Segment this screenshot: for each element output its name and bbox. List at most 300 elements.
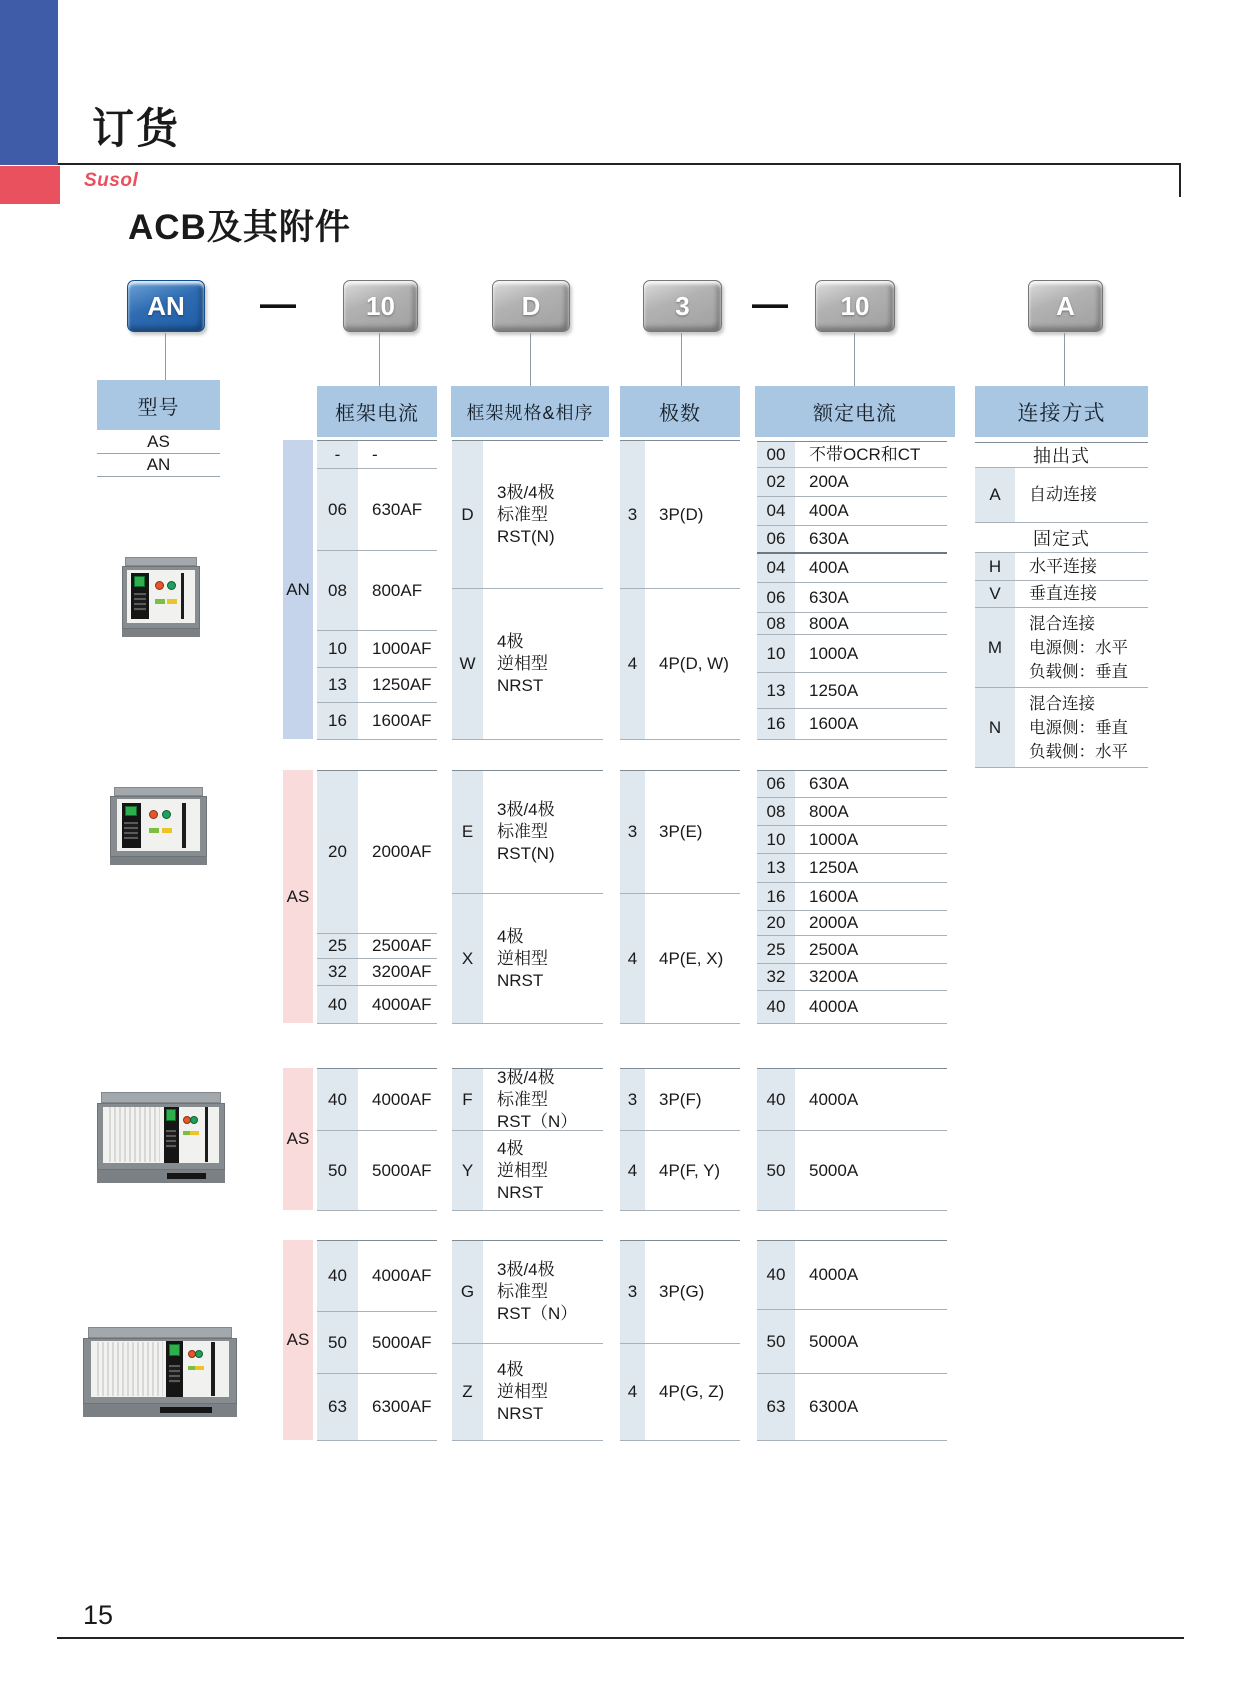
cell-value	[488, 441, 603, 588]
cell-code: 06	[757, 771, 795, 797]
cell-value	[800, 526, 947, 552]
cell-code: 06	[757, 526, 795, 552]
connector-line	[165, 333, 166, 380]
frame-current-table-row	[317, 703, 437, 740]
cell-value-line: 4极	[497, 926, 524, 946]
frame-current-table-row	[317, 986, 437, 1024]
rated-current-table-row	[757, 1241, 947, 1310]
cell-value	[800, 936, 947, 963]
rated-current-table-row	[757, 442, 947, 468]
cell-value	[488, 894, 603, 1023]
cell-value	[363, 1131, 437, 1210]
cell-code: 50	[757, 1310, 795, 1373]
rated-current-table	[757, 1068, 947, 1211]
model-strip-as: AS	[283, 770, 313, 1023]
code-badge-rated-label: 10	[840, 290, 870, 321]
cell-value-line: 3P(D)	[659, 504, 704, 524]
cell-code: 20	[757, 911, 795, 935]
frame-current-table-row	[317, 1241, 437, 1312]
code-badge-spec-label: D	[521, 290, 541, 321]
cell-value-line: 3P(G)	[659, 1282, 705, 1301]
cell-code: 08	[317, 551, 358, 630]
cell-code: D	[452, 441, 483, 588]
cell-value-line: 标准型	[497, 1282, 548, 1301]
cell-value-line: 4000A	[809, 1089, 859, 1109]
rated-current-table-row	[757, 798, 947, 826]
cell-code: W	[452, 589, 483, 739]
connection-row	[975, 553, 1148, 581]
connection-group-title: 固定式	[975, 523, 1148, 553]
model-option-as: AS	[97, 430, 220, 454]
rated-current-table-row	[757, 1131, 947, 1211]
cell-value	[650, 441, 740, 588]
cell-value	[650, 589, 740, 739]
cell-value-line: 5000A	[809, 1331, 859, 1351]
cell-code: 40	[757, 991, 795, 1023]
frame-spec-table-row	[452, 771, 603, 894]
cell-value	[1020, 608, 1148, 687]
cell-value-line: 逆相型	[497, 654, 548, 673]
page-title: ACB及其附件	[128, 208, 351, 247]
frame-spec-table	[452, 440, 603, 740]
cell-value	[1020, 581, 1148, 607]
cell-code: 40	[317, 1241, 358, 1311]
frame-current-table-row	[317, 631, 437, 668]
code-separator-dash-2: —	[752, 283, 788, 324]
cell-code: 04	[757, 497, 795, 525]
cell-value-line: RST（N）	[497, 1304, 578, 1323]
connector-line	[1064, 333, 1065, 386]
cell-value	[363, 441, 437, 468]
cell-value	[800, 497, 947, 525]
connector-line	[379, 333, 380, 386]
rated-current-table-row	[757, 1374, 947, 1441]
cell-value	[363, 469, 437, 550]
cell-value	[800, 911, 947, 935]
frame-current-table-row	[317, 959, 437, 986]
connection-row	[975, 468, 1148, 523]
cell-value	[363, 771, 437, 933]
frame-spec-table-row	[452, 1131, 603, 1211]
cell-value-line: 630A	[809, 587, 849, 607]
frame-current-table-row	[317, 771, 437, 934]
cell-value	[363, 668, 437, 702]
cell-value-line: 4000AF	[372, 1089, 432, 1109]
frame-current-table-row	[317, 469, 437, 551]
frame-current-table-row	[317, 1312, 437, 1374]
frame-spec-table	[452, 770, 603, 1024]
rated-current-table-row	[757, 911, 947, 936]
cell-code: 4	[620, 589, 645, 739]
column-header-model: 型号	[97, 380, 220, 430]
cell-value-line: 负载侧：水平	[1029, 742, 1128, 761]
cell-value-line: 3极/4极	[497, 482, 555, 502]
cell-code: Y	[452, 1131, 483, 1210]
cell-value	[800, 826, 947, 853]
cell-value-line: 2500A	[809, 939, 859, 959]
cell-value-line: 2000AF	[372, 842, 432, 861]
model-option-an: AN	[97, 453, 220, 477]
cell-value-line: 400A	[809, 501, 849, 520]
rated-current-table-row	[757, 526, 947, 554]
cell-code: A	[975, 468, 1015, 522]
brand-logo: Susol	[84, 170, 139, 191]
connection-group-title: 抽出式	[975, 443, 1148, 468]
cell-code: 08	[757, 798, 795, 825]
code-badge-spec	[492, 280, 570, 332]
cell-code: E	[452, 771, 483, 893]
cell-value	[800, 1241, 947, 1309]
cell-value-line: 负载侧：垂直	[1029, 662, 1128, 681]
acb-product-photo-as-5000	[97, 1092, 225, 1183]
cell-value-line: 1600A	[809, 886, 859, 906]
cell-value-line: 800A	[809, 613, 849, 633]
cell-value	[363, 631, 437, 667]
cell-value	[363, 1312, 437, 1373]
cell-code: 4	[620, 1131, 645, 1210]
cell-value	[488, 589, 603, 739]
column-header-poles: 极数	[620, 386, 740, 437]
cell-code: 16	[757, 883, 795, 910]
cell-value-line: 4000AF	[372, 994, 432, 1014]
cell-value	[650, 771, 740, 893]
connection-row	[975, 581, 1148, 608]
column-header-connection: 连接方式	[975, 386, 1148, 437]
cell-code: 00	[757, 442, 795, 467]
rated-current-table	[757, 441, 947, 740]
cell-value-line: 3200AF	[372, 962, 432, 981]
cell-value-line: 混合连接	[1029, 614, 1095, 633]
rated-current-table-row	[757, 883, 947, 911]
cell-value-line: 4极	[497, 1138, 524, 1158]
code-badge-model	[127, 280, 205, 332]
cell-value-line: 1250A	[809, 680, 859, 700]
cell-value-line: -	[372, 444, 378, 464]
poles-table-row	[620, 589, 740, 740]
page-number: 15	[83, 1600, 114, 1630]
cell-value	[800, 771, 947, 797]
cell-value-line: 800AF	[372, 580, 423, 600]
cell-value-line: 标准型	[497, 1089, 548, 1109]
cell-value-line: NRST	[497, 1404, 544, 1423]
cell-code: 50	[317, 1131, 358, 1210]
acb-product-photo-an	[122, 557, 200, 637]
cell-value-line: 2000A	[809, 913, 859, 932]
acb-product-photo-as-2000	[110, 787, 207, 865]
cell-value-line: 电源侧：垂直	[1029, 718, 1128, 737]
cell-code: 13	[317, 668, 358, 702]
cell-value	[650, 1069, 740, 1130]
cell-value-line: 3极/4极	[497, 1067, 555, 1087]
cell-value	[650, 1344, 740, 1440]
cell-value-line: 垂直连接	[1029, 584, 1097, 603]
cell-value-line: 200A	[809, 472, 849, 491]
cell-value	[363, 1374, 437, 1440]
cell-code: 3	[620, 1069, 645, 1130]
cell-value	[363, 986, 437, 1023]
cell-value-line: 1600AF	[372, 711, 432, 730]
cell-code: 3	[620, 771, 645, 893]
cell-code: Z	[452, 1344, 483, 1440]
cell-value	[800, 442, 947, 467]
frame-spec-table-row	[452, 441, 603, 589]
cell-value-line: 3极/4极	[497, 800, 555, 819]
poles-table-row	[620, 1069, 740, 1131]
cell-value-line: 4000AF	[372, 1266, 432, 1285]
cell-value-line: 标准型	[497, 822, 548, 841]
cell-value	[363, 1069, 437, 1130]
cell-value	[650, 1241, 740, 1343]
connection-row	[975, 608, 1148, 688]
cell-value-line: 1250A	[809, 858, 859, 877]
model-strip-as: AS	[283, 1240, 313, 1440]
rated-current-table-row	[757, 964, 947, 991]
cell-value	[363, 551, 437, 630]
cell-value-line: 1600A	[809, 714, 859, 733]
cell-value	[800, 673, 947, 708]
frame-spec-table-row	[452, 1069, 603, 1131]
model-strip-an: AN	[283, 440, 313, 739]
cell-value	[800, 709, 947, 739]
rated-current-table-row	[757, 613, 947, 635]
cell-value	[363, 934, 437, 958]
cell-code: 63	[757, 1374, 795, 1440]
rated-current-table-row	[757, 673, 947, 709]
rated-current-table-row	[757, 854, 947, 883]
code-badge-connection	[1028, 280, 1103, 332]
rated-current-table-row	[757, 709, 947, 740]
rated-current-table-row	[757, 771, 947, 798]
cell-code: 08	[757, 613, 795, 634]
header-rule	[58, 163, 1181, 165]
cell-value-line: RST（N）	[497, 1111, 578, 1131]
poles-table-row	[620, 1131, 740, 1211]
cell-value	[1020, 553, 1148, 580]
acb-product-photo-as-6300	[83, 1327, 237, 1417]
cell-value-line: 逆相型	[497, 948, 548, 968]
cell-value-line: 6300AF	[372, 1397, 432, 1416]
frame-current-table-row	[317, 551, 437, 631]
code-badge-poles-label: 3	[675, 290, 690, 321]
cell-value	[800, 583, 947, 612]
cell-value-line: 4极	[497, 1360, 524, 1379]
cell-code: M	[975, 608, 1015, 687]
connection-row	[975, 688, 1148, 768]
rated-current-table-row	[757, 635, 947, 673]
cell-value	[800, 964, 947, 990]
frame-current-table	[317, 1240, 437, 1441]
connection-method-table	[975, 442, 1148, 768]
code-badge-frame-label: 10	[366, 290, 395, 321]
connector-line	[530, 333, 531, 386]
cell-value-line: 5000AF	[372, 1160, 432, 1180]
frame-current-table	[317, 770, 437, 1024]
corner-red-bar	[0, 166, 60, 204]
cell-value-line: 630AF	[372, 499, 423, 519]
cell-value-line: RST(N)	[497, 844, 555, 863]
cell-value-line: 4极	[497, 632, 524, 651]
cell-value	[800, 468, 947, 496]
rated-current-table	[757, 1240, 947, 1441]
poles-table	[620, 1068, 740, 1211]
column-header-spec: 框架规格&相序	[451, 386, 609, 437]
rated-current-table-row	[757, 554, 947, 583]
cell-value	[800, 798, 947, 825]
rated-current-table-row	[757, 497, 947, 526]
rated-current-table-row	[757, 468, 947, 497]
cell-value	[800, 1374, 947, 1440]
code-badge-connection-label: A	[1056, 290, 1075, 321]
rated-current-table-row	[757, 1069, 947, 1131]
cell-value-line: 不带OCR和CT	[809, 444, 921, 464]
cell-value-line: 4P(G, Z)	[659, 1382, 725, 1401]
frame-current-table-row	[317, 1374, 437, 1441]
cell-value	[488, 1241, 603, 1343]
cell-code: 63	[317, 1374, 358, 1440]
cell-value-line: 1000A	[809, 829, 859, 849]
cell-code: 13	[757, 854, 795, 882]
cell-value-line: 水平连接	[1029, 556, 1097, 576]
frame-spec-table-row	[452, 894, 603, 1024]
cell-code: 3	[620, 441, 645, 588]
cell-value-line: 电源侧：水平	[1029, 638, 1128, 657]
cell-code: 02	[757, 468, 795, 496]
cell-code: F	[452, 1069, 483, 1130]
cell-value-line: 400A	[809, 558, 849, 577]
cell-code: 32	[317, 959, 358, 985]
cell-code: 4	[620, 894, 645, 1023]
cell-value	[800, 991, 947, 1023]
cell-code: 50	[317, 1312, 358, 1373]
cell-code: 40	[757, 1069, 795, 1130]
poles-table-row	[620, 894, 740, 1024]
cell-value-line: 4000A	[809, 997, 859, 1016]
cell-value	[488, 1344, 603, 1440]
cell-code: 10	[317, 631, 358, 667]
cell-value-line: NRST	[497, 970, 544, 990]
frame-spec-table-row	[452, 1344, 603, 1441]
connector-line	[854, 333, 855, 386]
cell-value	[800, 613, 947, 634]
model-strip-as: AS	[283, 1068, 313, 1210]
cell-code: 04	[757, 554, 795, 582]
cell-code: 25	[317, 934, 358, 958]
cell-value	[800, 554, 947, 582]
cell-code: 40	[317, 1069, 358, 1130]
cell-code: G	[452, 1241, 483, 1343]
cell-value	[800, 635, 947, 672]
cell-value-line: 6300A	[809, 1397, 859, 1416]
rated-current-table	[757, 770, 947, 1024]
cell-value	[800, 1069, 947, 1130]
cell-value-line: 3P(F)	[659, 1089, 702, 1109]
cell-value-line: 5000AF	[372, 1332, 432, 1352]
column-header-rated: 额定电流	[755, 386, 955, 437]
poles-table-row	[620, 1344, 740, 1441]
connector-line	[681, 333, 682, 386]
cell-value	[488, 771, 603, 893]
rated-current-table-row	[757, 1310, 947, 1374]
cell-value	[800, 883, 947, 910]
cell-code: X	[452, 894, 483, 1023]
cell-value	[488, 1069, 603, 1130]
cell-value	[1020, 688, 1148, 767]
cell-value-line: RST(N)	[497, 526, 555, 546]
cell-code: 10	[757, 635, 795, 672]
chapter-title: 订货	[92, 105, 181, 152]
code-badge-poles	[643, 280, 722, 332]
code-separator-dash-1: —	[260, 283, 296, 324]
poles-table-row	[620, 771, 740, 894]
frame-current-table	[317, 1068, 437, 1211]
cell-value	[800, 854, 947, 882]
cell-code: 25	[757, 936, 795, 963]
corner-blue-bar	[0, 0, 58, 165]
cell-value-line: 1000A	[809, 643, 859, 663]
cell-code: 40	[317, 986, 358, 1023]
frame-current-table-row	[317, 441, 437, 469]
code-badge-frame	[343, 280, 418, 332]
code-badge-model-label: AN	[147, 290, 185, 321]
cell-value-line: 逆相型	[497, 1160, 548, 1180]
cell-value-line: 4P(F, Y)	[659, 1160, 721, 1180]
cell-code: V	[975, 581, 1015, 607]
rated-current-table-row	[757, 936, 947, 964]
cell-code: 13	[757, 673, 795, 708]
cell-value	[650, 894, 740, 1023]
cell-value	[363, 1241, 437, 1311]
cell-value-line: 4P(D, W)	[659, 654, 729, 673]
rated-current-table-row	[757, 826, 947, 854]
frame-current-table-row	[317, 934, 437, 959]
cell-code: N	[975, 688, 1015, 767]
cell-value	[363, 703, 437, 739]
cell-value	[1020, 468, 1148, 522]
cell-code: 10	[757, 826, 795, 853]
cell-value-line: NRST	[497, 1182, 544, 1202]
cell-code: 40	[757, 1241, 795, 1309]
poles-table	[620, 440, 740, 740]
cell-code: 3	[620, 1241, 645, 1343]
poles-table	[620, 1240, 740, 1441]
cell-code: 16	[317, 703, 358, 739]
cell-value-line: 3200A	[809, 967, 859, 986]
frame-current-table-row	[317, 1069, 437, 1131]
cell-value-line: 3P(E)	[659, 822, 703, 841]
poles-table	[620, 770, 740, 1024]
cell-code: 32	[757, 964, 795, 990]
footer-rule	[57, 1637, 1184, 1639]
cell-code: H	[975, 553, 1015, 580]
cell-value-line: 4000A	[809, 1265, 859, 1284]
cell-value-line: 800A	[809, 801, 849, 821]
cell-value-line: 自动连接	[1029, 485, 1097, 504]
cell-value	[800, 1310, 947, 1373]
cell-value-line: 1250AF	[372, 675, 432, 694]
cell-value-line: 3极/4极	[497, 1260, 555, 1279]
cell-value-line: 混合连接	[1029, 694, 1095, 713]
cell-value-line: 标准型	[497, 504, 548, 524]
cell-value-line: 5000A	[809, 1160, 859, 1180]
cell-value-line: 630A	[809, 529, 849, 548]
frame-current-table-row	[317, 668, 437, 703]
cell-value-line: 4P(E, X)	[659, 948, 724, 968]
cell-value	[488, 1131, 603, 1210]
frame-current-table	[317, 440, 437, 740]
cell-value-line: 逆相型	[497, 1382, 548, 1401]
cell-code: 06	[757, 583, 795, 612]
cell-code: 4	[620, 1344, 645, 1440]
